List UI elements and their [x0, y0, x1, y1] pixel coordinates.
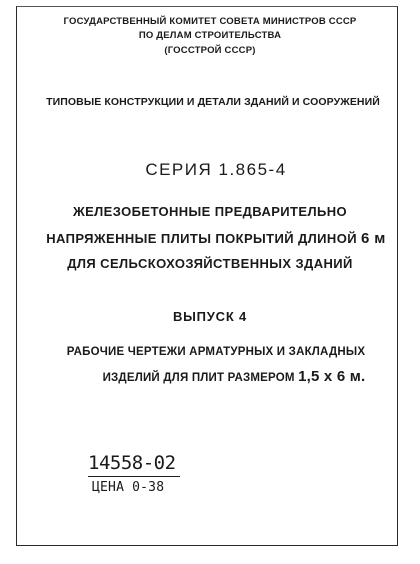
document-heading: ТИПОВЫЕ КОНСТРУКЦИИ И ДЕТАЛИ ЗДАНИЙ И СООРУЖЕНИЙ [46, 96, 380, 108]
issue-title [0, 309, 420, 324]
title-line-2 [6, 230, 420, 247]
page-frame [16, 6, 398, 546]
organization-line-3: (ГОССТРОЙ СССР) [164, 45, 256, 56]
price-label: ЦЕНА 0-38 [92, 480, 165, 496]
organization-line-2: ПО ДЕЛАМ СТРОИТЕЛЬСТВА [138, 30, 282, 41]
work-line-1: РАБОЧИЕ ЧЕРТЕЖИ АРМАТУРНЫХ И ЗАКЛАДНЫХ [66, 346, 366, 358]
code-underline [88, 476, 180, 477]
handwritten-stamp [88, 452, 188, 495]
issue-number: 4 [239, 309, 248, 324]
issue-label: ВЫПУСК [172, 309, 235, 324]
work-line-2 [24, 368, 420, 385]
title-line-1: ЖЕЛЕЗОБЕТОННЫЕ ПРЕДВАРИТЕЛЬНО [72, 204, 348, 219]
work-line-2-size: 1,5 х 6 м. [298, 368, 366, 385]
title-line-2-text: НАПРЯЖЕННЫЕ ПЛИТЫ ПОКРЫТИЙ ДЛИНОЙ [46, 231, 357, 246]
series-label: СЕРИЯ [145, 160, 213, 179]
work-line-2-text: ИЗДЕЛИЙ ДЛЯ ПЛИТ РАЗМЕРОМ [102, 372, 295, 384]
catalog-code: 14558-02 [88, 452, 176, 474]
series-number: 1.865-4 [218, 160, 287, 179]
title-line-3: ДЛЯ СЕЛЬСКОХОЗЯЙСТВЕННЫХ ЗДАНИЙ [67, 256, 353, 271]
series-title [6, 160, 420, 180]
organization-line-1: ГОСУДАРСТВЕННЫЙ КОМИТЕТ СОВЕТА МИНИСТРОВ СССР [63, 16, 357, 27]
title-line-2-size: 6 м [360, 230, 386, 247]
